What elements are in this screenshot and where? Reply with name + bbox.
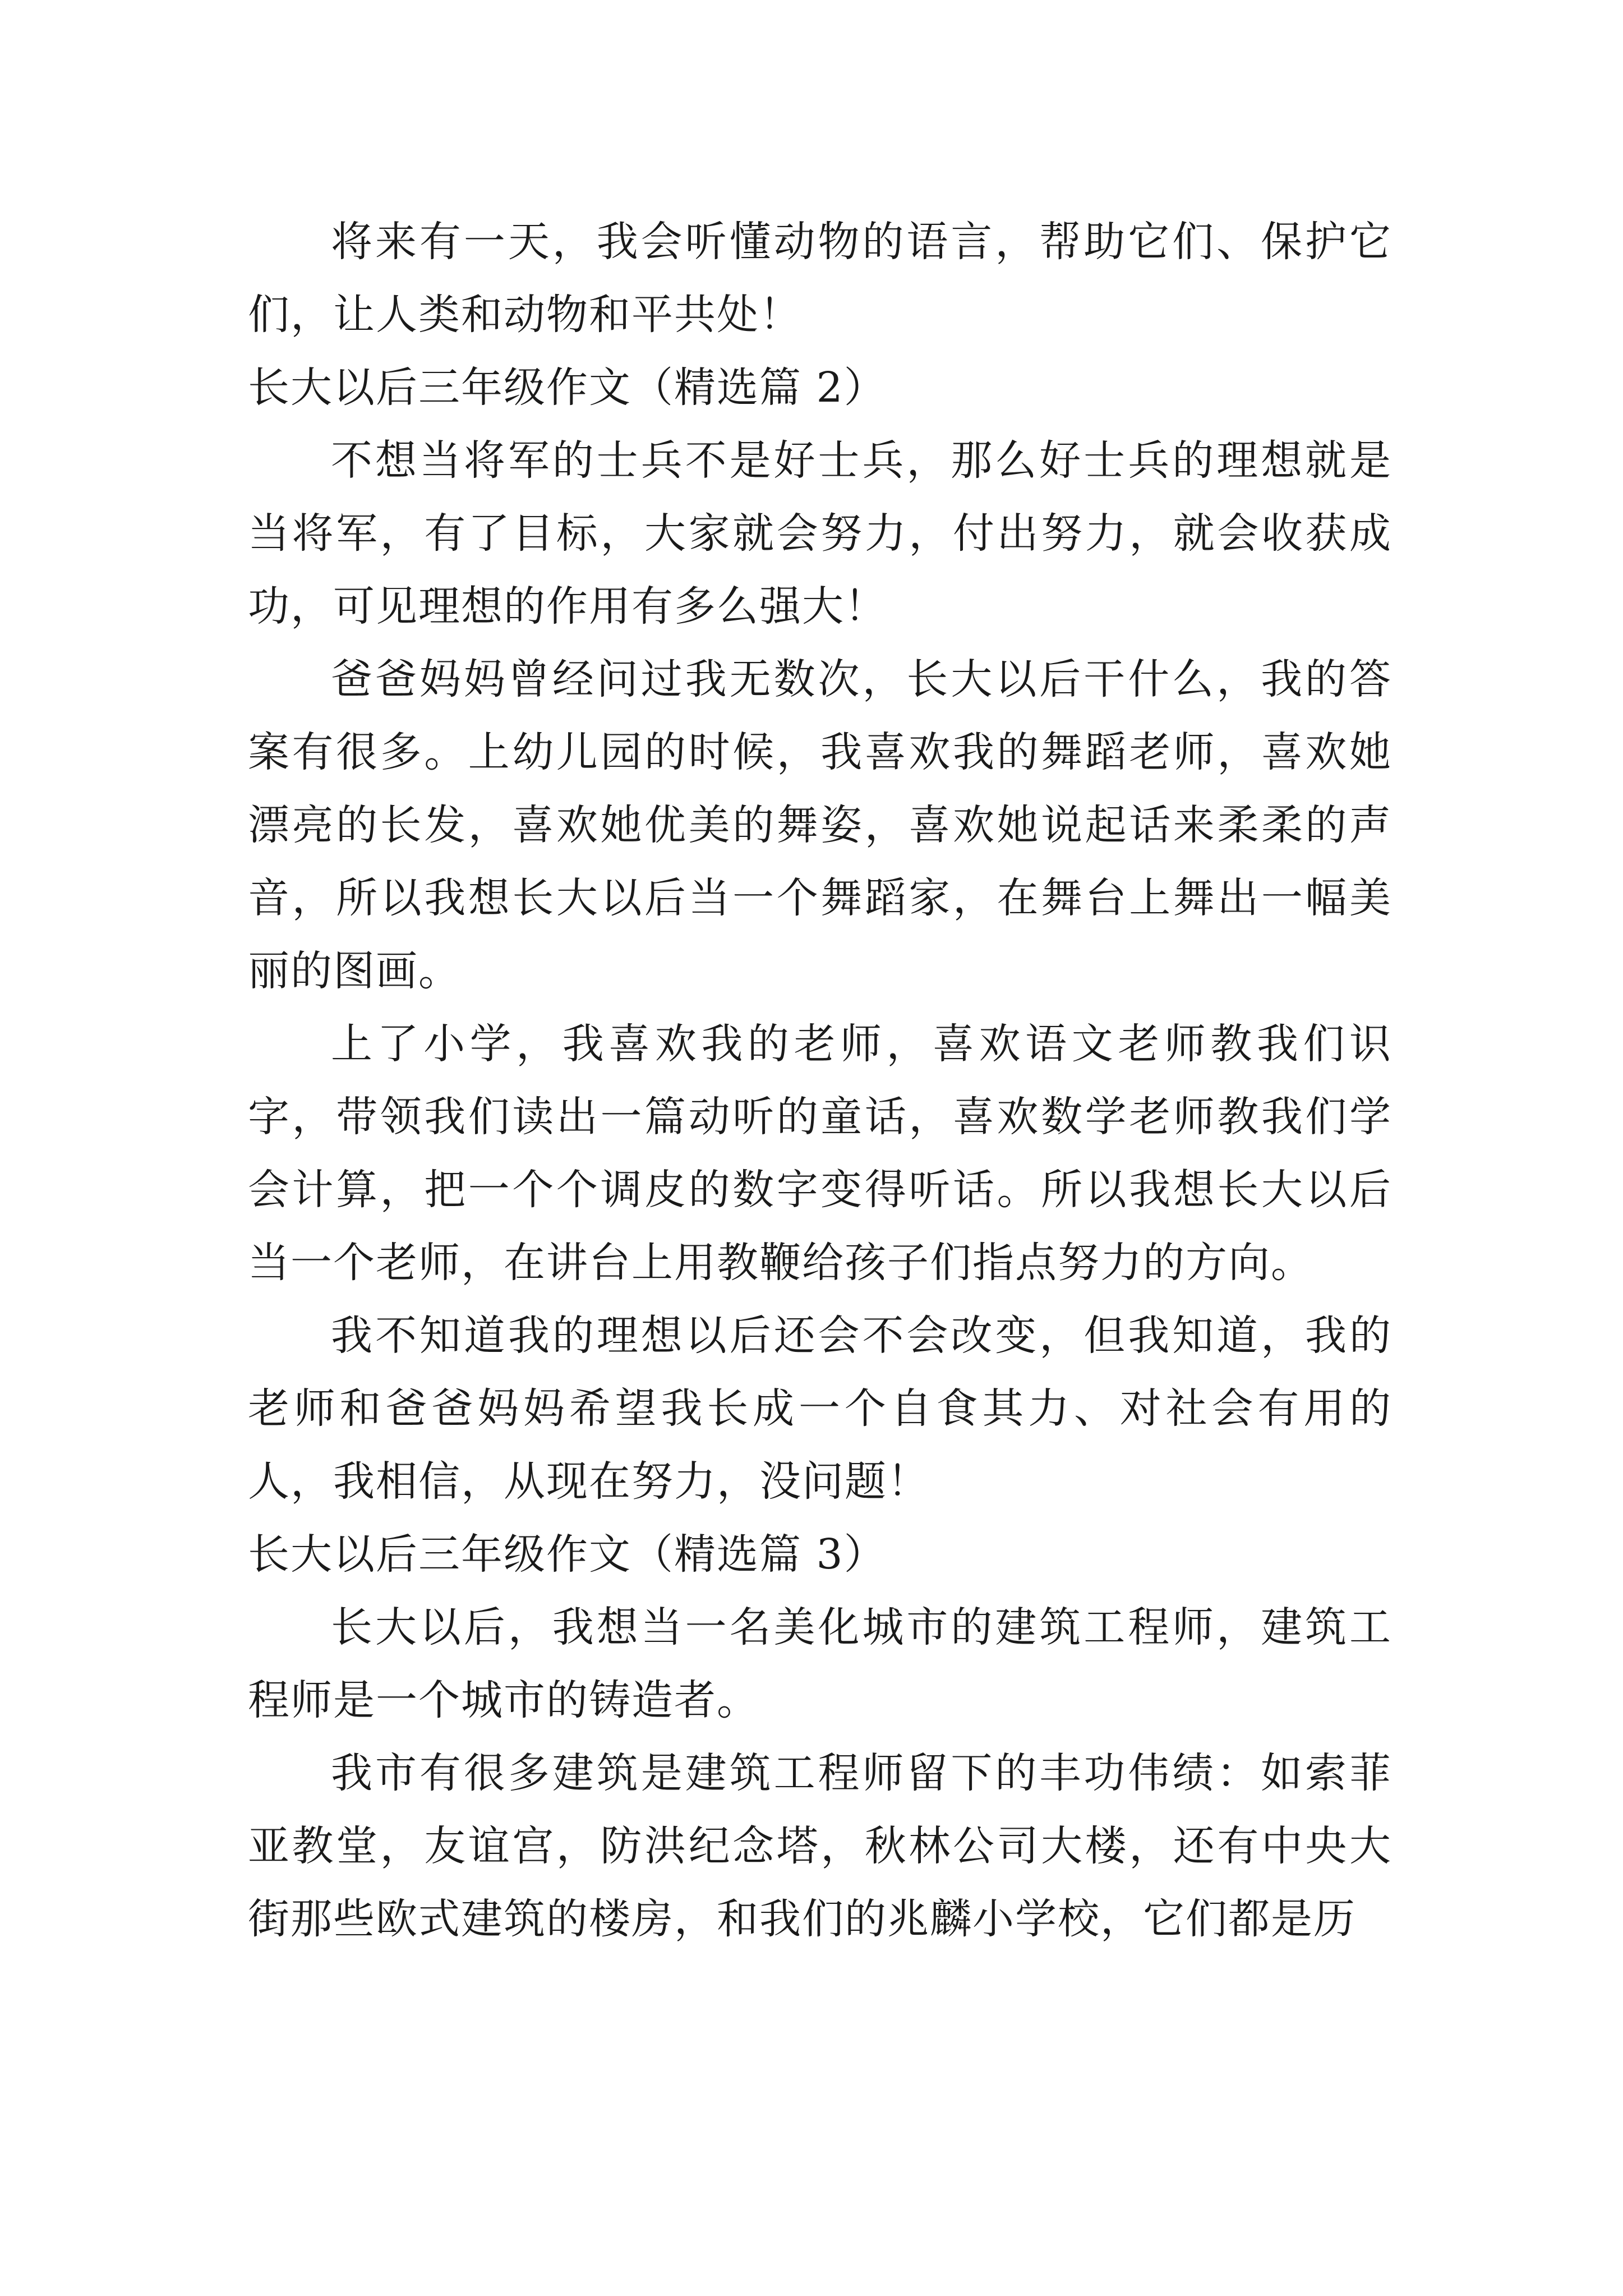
paragraph: 长大以后，我想当一名美化城市的建筑工程师，建筑工程师是一个城市的铸造者。 (248, 1603, 1392, 1724)
paragraph: 我市有很多建筑是建筑工程师留下的丰功伟绩：如索菲亚教堂，友谊宫，防洪纪念塔，秋林公司大楼，还有中央大街那些欧式建筑的楼房，和我们的兆麟小学校，它们都是历 (248, 1749, 1392, 1943)
section-heading: 长大以后三年级作文（精选篇 2） (248, 364, 887, 412)
paragraph: 上了小学，我喜欢我的老师，喜欢语文老师教我们识字，带领我们读出一篇动听的童话，喜欢数学老师教我们学会计算，把一个个调皮的数字变得听话。所以我想长大以后当一个老师，在讲台上用教鞭给孩子们指点努力的方向。 (248, 1020, 1392, 1287)
paragraph: 不想当将军的士兵不是好士兵，那么好士兵的理想就是当将军，有了目标，大家就会努力，付出努力，就会收获成功，可见理想的作用有多么强大！ (248, 436, 1392, 631)
paragraph: 爸爸妈妈曾经问过我无数次，长大以后干什么，我的答案有很多。上幼儿园的时候，我喜欢我的舞蹈老师，喜欢她漂亮的长发，喜欢她优美的舞姿，喜欢她说起话来柔柔的声音，所以我想长大以后当一个舞蹈家，在舞台上舞出一幅美丽的图画。 (248, 655, 1392, 995)
section-heading: 长大以后三年级作文（精选篇 3） (248, 1530, 887, 1579)
document-body (248, 205, 1392, 1955)
paragraph: 我不知道我的理想以后还会不会改变，但我知道，我的老师和爸爸妈妈希望我长成一个自食其力、对社会有用的人，我相信，从现在努力，没问题！ (248, 1312, 1392, 1506)
paragraph: 将来有一天，我会听懂动物的语言，帮助它们、保护它们，让人类和动物和平共处！ (248, 218, 1392, 339)
